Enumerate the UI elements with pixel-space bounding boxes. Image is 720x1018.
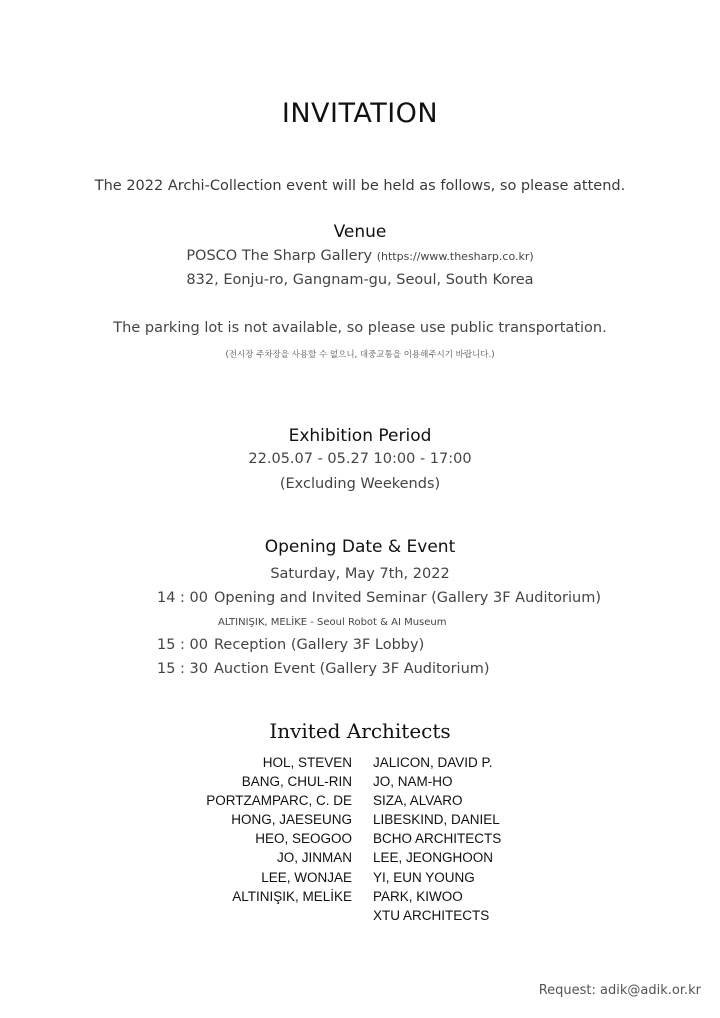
- event-desc: Reception (Gallery 3F Lobby): [214, 637, 425, 653]
- opening-date: Saturday, May 7th, 2022: [270, 566, 450, 582]
- venue-address: 832, Eonju-ro, Gangnam-gu, Seoul, South Korea: [186, 272, 534, 288]
- architect-name: BCHO ARCHITECTS: [373, 831, 502, 847]
- architect-name: JO, JINMAN: [276, 850, 352, 866]
- architect-name: XTU ARCHITECTS: [373, 907, 490, 923]
- architect-name: JO, NAM-HO: [373, 774, 453, 790]
- venue-heading: Venue: [333, 222, 387, 242]
- opening-heading: Opening Date & Event: [264, 537, 456, 557]
- venue-name: POSCO The Sharp Gallery: [186, 248, 373, 264]
- seminar-speaker: ALTINIŞIK, MELİKE - Seoul Robot & AI Museum: [218, 617, 447, 628]
- architect-name: LIBESKIND, DANIEL: [373, 812, 500, 828]
- parking-note-korean: (전시장 주차장을 사용할 수 없으니, 대중교통을 이용해주시기 바랍니다.): [225, 350, 495, 360]
- architects-list-left: [206, 753, 352, 906]
- architect-name: HEO, SEOGOO: [255, 831, 352, 847]
- architect-name: LEE, WONJAE: [261, 869, 352, 885]
- venue-name-line: [0, 248, 720, 264]
- intro-text: The 2022 Archi-Collection event will be held as follows, so please attend.: [94, 178, 626, 194]
- event-time: 15 : 30: [157, 661, 209, 677]
- architects-list-right: [373, 753, 501, 925]
- architect-name: BANG, CHUL-RIN: [241, 774, 352, 790]
- parking-note: The parking lot is not available, so please use public transportation.: [113, 320, 607, 336]
- architect-name: ALTINIŞIK, MELİKE: [232, 888, 352, 904]
- event-item: [157, 590, 601, 606]
- event-item: [157, 637, 424, 653]
- architect-name: LEE, JEONGHOON: [373, 850, 494, 866]
- exhibition-dates: 22.05.07 - 05.27 10:00 - 17:00: [248, 451, 472, 467]
- venue-url[interactable]: (https://www.thesharp.co.kr): [376, 250, 534, 263]
- event-item: [157, 661, 490, 677]
- architect-name: JALICON, DAVID P.: [373, 755, 493, 770]
- architect-name: SIZA, ALVARO: [373, 793, 463, 809]
- request-contact[interactable]: Request: adik@adik.or.kr: [538, 983, 701, 998]
- event-time: 15 : 00: [157, 637, 209, 653]
- architect-name: PORTZAMPARC, C. DE: [206, 793, 352, 809]
- architects-heading: Invited Architects: [269, 719, 451, 743]
- event-desc: Auction Event (Gallery 3F Auditorium): [214, 661, 490, 677]
- architect-name: YI, EUN YOUNG: [373, 869, 475, 885]
- architect-name: PARK, KIWOO: [373, 888, 463, 904]
- exhibition-note: (Excluding Weekends): [279, 476, 441, 492]
- exhibition-heading: Exhibition Period: [288, 426, 432, 446]
- event-time: 14 : 00: [157, 590, 209, 606]
- architect-name: HONG, JAESEUNG: [231, 812, 352, 828]
- event-desc: Opening and Invited Seminar (Gallery 3F Auditorium): [214, 590, 602, 606]
- architect-name: HOL, STEVEN: [262, 755, 352, 770]
- page-title: INVITATION: [281, 98, 439, 129]
